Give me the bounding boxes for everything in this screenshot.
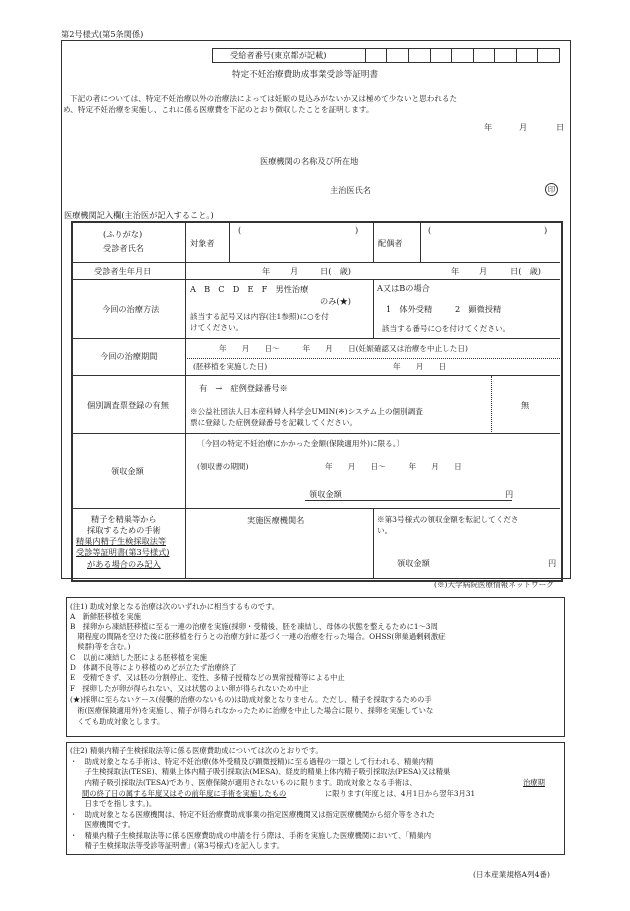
note1-line: B 採卵から凍結胚移植に至る一連の治療を実施(採卵・受精後、胚を凍結し、母体の状態を整えるために1～3周 — [70, 622, 438, 631]
sperm-label-5: がある場合のみ記入 — [87, 559, 161, 569]
receipt-period-label: (領収書の期間) — [197, 462, 249, 471]
doctor-label: 主治医氏名 — [330, 185, 371, 195]
note2-line: 精子生検採取法等受診等証明書」(第3号様式)を記入します。 — [70, 841, 285, 850]
form-number: 第2号様式(第5条関係) — [61, 29, 144, 39]
recipient-number-label: 受給者番号(東京都が記載) — [230, 50, 327, 60]
note2-line: 医療機関です。 — [70, 820, 136, 829]
note1-line: C 以前に凍結した胚による胚移植を実施 — [70, 653, 207, 662]
spouse-birth-month: 月 — [479, 266, 488, 276]
note1-line: F 採卵したが卵が得られない、又は状態のよい卵が得られないため中止 — [70, 684, 309, 693]
note2-title: (注2) 精巣内精子生検採取法等に係る医療費助成については次のとおりです。 — [70, 746, 323, 755]
note1-line: 術(医療保険適用外)を実施し、精子が得られなかったために治療を中止した場合に限り、採卵を実施していな — [70, 706, 434, 715]
sperm-label-4: 受診等証明書(第3号様式) — [76, 547, 170, 557]
survey-no: 無 — [521, 400, 530, 410]
note1-line: 候群)等を含む。) — [70, 642, 131, 651]
spouse-label: 配偶者 — [378, 238, 403, 248]
note1-title: (注1) 助成対象となる治療は次のいずれかに相当するものです。 — [70, 602, 280, 611]
note1-line: くても助成対象とします。 — [70, 717, 165, 726]
survey-note-1: ※公益社団法人日本産科婦人科学会UMIN(※)システム上の個別調査 — [190, 407, 423, 416]
sperm-note-1: ※第3号様式の領収金額を転記してくださ — [377, 515, 519, 524]
survey-label: 個別調査票登録の有無 — [87, 400, 169, 410]
sperm-note-2: い。 — [377, 526, 393, 535]
subject-birth-day: 日( 歳) — [320, 266, 351, 276]
survey-note-2: 票に登録した症例登録番号を記載してください。 — [190, 418, 358, 427]
note2-line: 子生検採取法(TESE)、精巣上体内精子吸引採取法(MESA)、経皮的精巣上体内精子吸引採取法(PESA)又は精巣 — [70, 767, 451, 776]
option-ivf: 1 体外受精 — [386, 304, 433, 314]
male-only-label: のみ(★) — [320, 296, 351, 306]
note1-line: 期程度の間隔を空けた後に胚移植を行うとの治療方針に基づく一連の治療を行った場合。OHSS(卵巣過剰刺激症 — [70, 632, 446, 641]
transfer-label: (胚移植を実施した日) — [193, 362, 268, 371]
furigana-label: (ふりがな) — [103, 229, 143, 239]
ab-case-label: A又はBの場合 — [377, 283, 430, 293]
receipt-label: 領収金額 — [111, 466, 144, 476]
note1-line: D 体調不良等により移植のめどが立たず治療終了 — [70, 663, 237, 672]
network-note: (※)大学病院医療情報ネットワーク — [434, 580, 554, 589]
note1-line: E 受精できず、又は胚の分割停止、変性、多精子授精などの異常授精等による中止 — [70, 673, 345, 682]
receipt-yen: 円 — [505, 489, 514, 499]
sperm-label-3: 精巣内精子生検採取法等 — [76, 536, 167, 546]
period-range: 年 月 日～ 年 月 日(妊娠確認又は治療を中止した日) — [219, 344, 468, 353]
note2-line: ・ 精巣内精子生検採取法等に係る医療費助成の申請を行う際は、手術を実施した医療機関において、「精巣内 — [70, 831, 432, 840]
ab-note: 該当する番号に○を付けてください。 — [382, 324, 511, 333]
transfer-date: 年 月 日 — [393, 362, 447, 371]
method-label: 今回の治療方法 — [102, 304, 160, 314]
sperm-yen: 円 — [548, 558, 557, 568]
note2-line: ・ 助成対象となる医療機関は、特定不妊治療費助成事業の指定医療機関又は指定医療機関から紹介等をされた — [70, 810, 435, 819]
intro-text-2: め、特定不妊治療を実施し、これに係る医療費を下記のとおり徴収したことを証明します。 — [63, 105, 374, 114]
date-day: 日 — [556, 122, 565, 132]
note1-line: A 新鮮胚移植を実施 — [70, 612, 141, 621]
survey-yes: 有 → 症例登録番号※ — [199, 383, 288, 393]
note2-line: 内精子吸引採取法(TESA)であり、医療保険が適用されないものに限ります。助成対象となる手術は、 — [70, 778, 417, 787]
sperm-institution-label: 実施医療機関名 — [247, 515, 305, 525]
subject-birth-month: 月 — [290, 266, 299, 276]
note2-line: 日までを指します。)。 — [70, 799, 157, 808]
seal-mark: 印 — [545, 183, 558, 196]
paper-size: (日本産業規格A列4番) — [473, 870, 550, 879]
table-caption: 医療機関記入欄(主治医が記入すること。) — [64, 210, 214, 220]
spouse-birth-year: 年 — [451, 266, 460, 276]
option-icsi: 2 顕微授精 — [455, 304, 502, 314]
receipt-period-range: 年 月 日～ 年 月 日 — [325, 462, 462, 471]
method-codes: A B C D E F 男性治療 — [190, 284, 309, 294]
spouse-furigana-close: ) — [544, 225, 548, 235]
sperm-label-1: 精子を精巣等から — [91, 514, 157, 524]
note2-emphasis: 治療期 — [523, 778, 545, 787]
subject-label: 対象者 — [190, 238, 215, 248]
method-note-1: 該当する記号又は内容(注1参照)に○を付 — [190, 312, 329, 321]
date-month: 月 — [519, 122, 528, 132]
document-title: 特定不妊治療費助成事業受診等証明書 — [232, 70, 379, 80]
sperm-amount-label: 領収金額 — [397, 558, 430, 568]
date-year: 年 — [484, 122, 493, 132]
subject-furigana-open: ( — [238, 225, 242, 235]
spouse-furigana-open: ( — [428, 225, 432, 235]
receipt-amount-label: 領収金額 — [309, 489, 342, 499]
note2-emphasis: 間の終了日の属する年度又はその前年度に手術を実施したもの — [82, 789, 287, 798]
institution-label: 医療機関の名称及び所在地 — [260, 156, 359, 166]
note2-line: ・ 助成対象となる手術は、特定不妊治療(体外受精及び顕微授精)に至る過程の一環として行われる、精巣内精 — [70, 757, 434, 766]
note1-line: (★)採卵に至らないケース(侵襲的治療のないもの)は助成対象となりません。ただし、精子を採取するための手 — [70, 695, 432, 704]
subject-birth-year: 年 — [262, 266, 271, 276]
receipt-note: 〔今回の特定不妊治療にかかった金額(保険適用外)に限る。〕 — [197, 439, 405, 448]
method-note-2: けてください。 — [190, 323, 244, 332]
sperm-label-2: 採取するための手術 — [87, 525, 161, 535]
birthdate-label: 受診者生年月日 — [94, 266, 152, 276]
patient-name-label: 受診者氏名 — [103, 243, 144, 253]
intro-text-1: 下記の者については、特定不妊治療以外の治療法によっては妊娠の見込みがないか又は極めて少ないと思われるた — [70, 94, 458, 103]
subject-furigana-close: ) — [355, 225, 359, 235]
spouse-birth-day: 日( 歳) — [510, 266, 541, 276]
note2-line: に限ります(年度とは、4月1日から翌年3月31 — [325, 789, 476, 798]
period-label: 今回の治療期間 — [100, 351, 158, 361]
